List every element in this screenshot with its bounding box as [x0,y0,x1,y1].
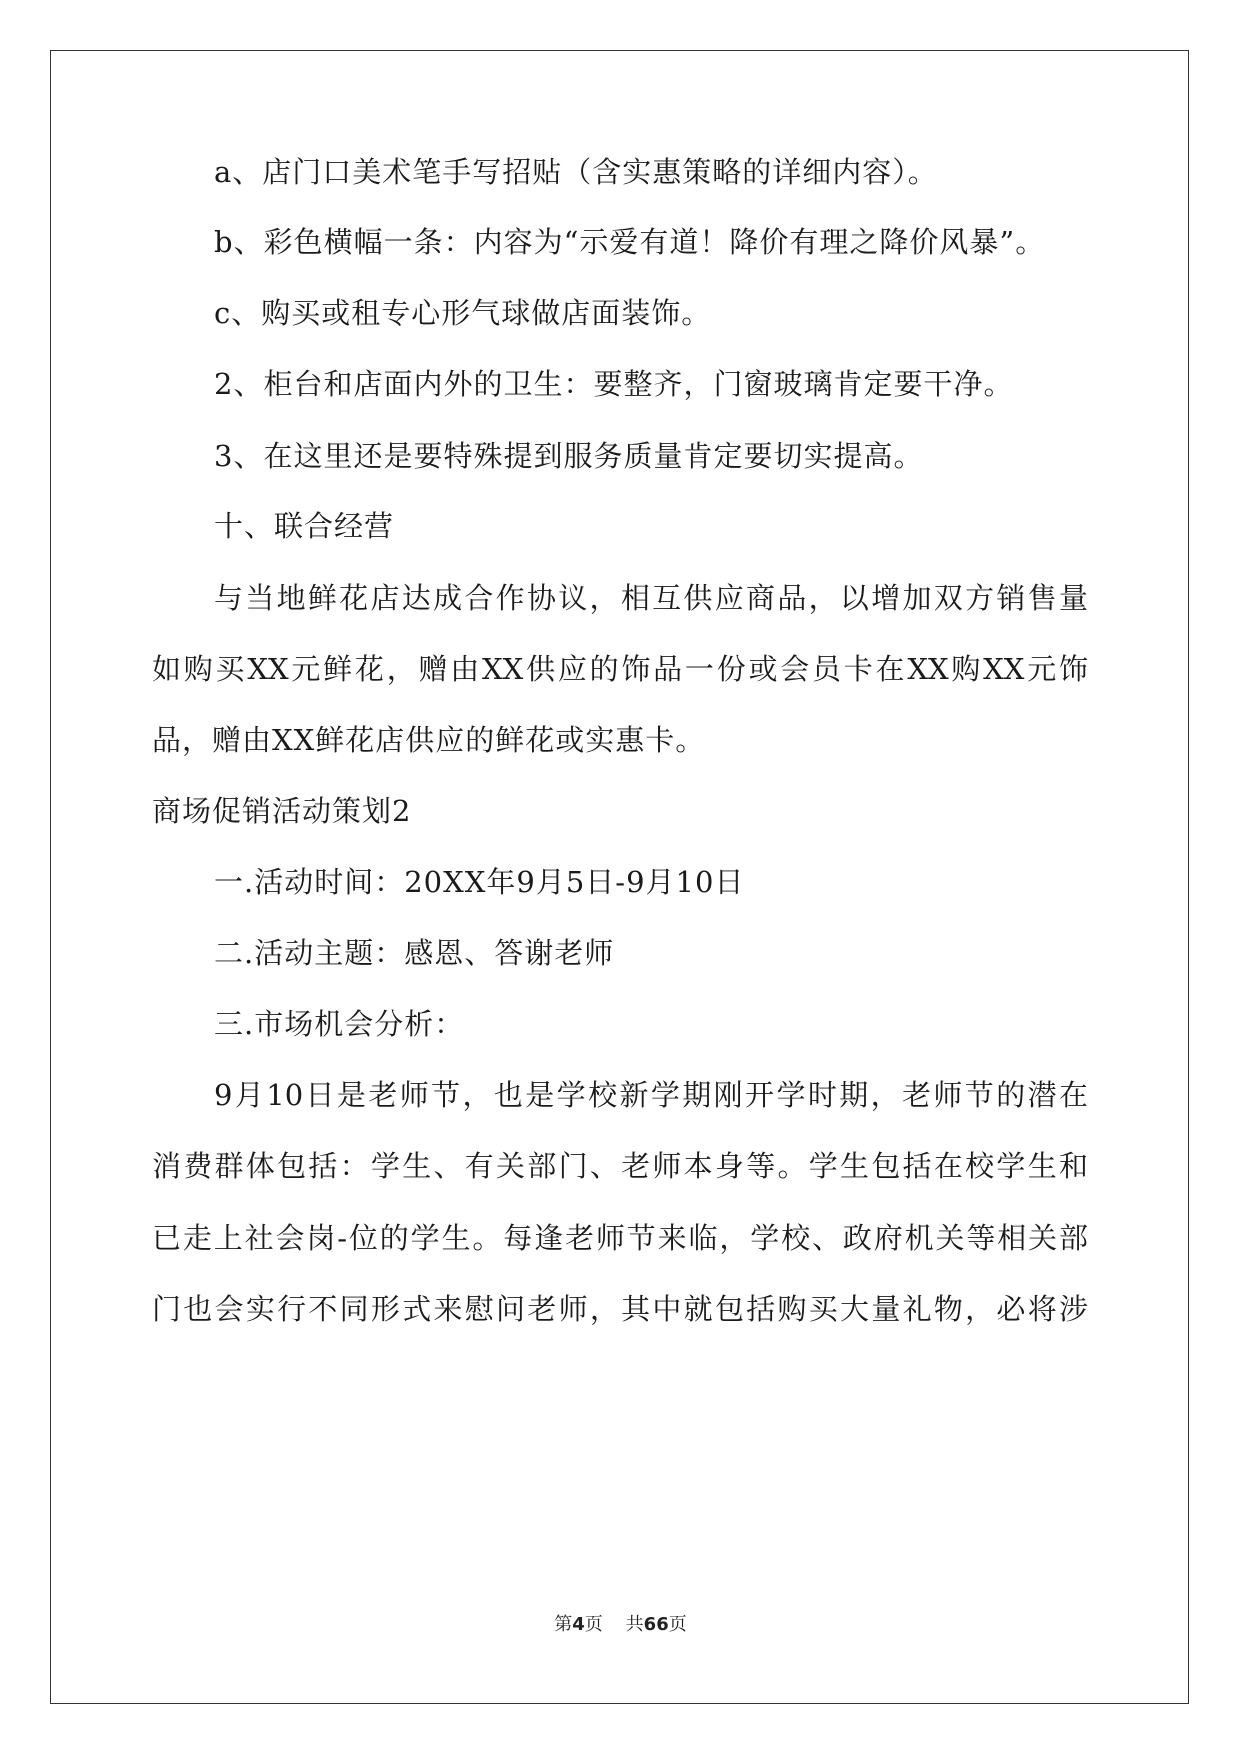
paragraph-line: c、购买或租专心形气球做店面装饰。 [214,296,712,330]
section-heading: 二.活动主题：感恩、答谢老师 [214,936,615,970]
footer-middle: 页 共 [584,1614,644,1635]
paragraph-line: 3、在这里还是要特殊提到服务质量肯定要切实提高。 [214,439,924,473]
paragraph-line: b、彩色横幅一条：内容为“示爱有道！降价有理之降价风暴”。 [214,225,1046,259]
total-pages: 66 [643,1614,669,1635]
paragraph-line: a、店门口美术笔手写招贴（含实惠策略的详细内容）。 [214,155,938,189]
section-heading: 十、联合经营 [214,509,395,543]
paragraph-line: 与当地鲜花店达成合作协议，相互供应商品，以增加双方销售量 [214,581,1088,615]
paragraph-line: 品，赠由XX鲜花店供应的鲜花或实惠卡。 [152,723,706,757]
paragraph-line: 已走上社会岗-位的学生。每逢老师节来临，学校、政府机关等相关部 [152,1221,1088,1255]
footer-suffix: 页 [668,1614,687,1635]
section-heading: 一.活动时间：20XX年9月5日-9月10日 [214,865,745,899]
page-number: 4 [572,1614,585,1635]
paragraph-line: 消费群体包括：学生、有关部门、老师本身等。学生包括在校学生和 [152,1149,1088,1183]
page-footer [0,1612,1241,1638]
paragraph-line: 9月10日是老师节，也是学校新学期刚开学时期，老师节的潜在 [214,1078,1088,1112]
paragraph-line: 如购买XX元鲜花，赠由XX供应的饰品一份或会员卡在XX购XX元饰 [152,652,1088,686]
paragraph-line: 2、柜台和店面内外的卫生：要整齐，门窗玻璃肯定要干净。 [214,367,1014,401]
footer-prefix: 第 [554,1614,573,1635]
paragraph-line: 门也会实行不同形式来慰问老师，其中就包括购买大量礼物，必将涉 [152,1292,1088,1326]
document-title: 商场促销活动策划2 [152,794,412,828]
section-heading: 三.市场机会分析： [214,1007,465,1041]
